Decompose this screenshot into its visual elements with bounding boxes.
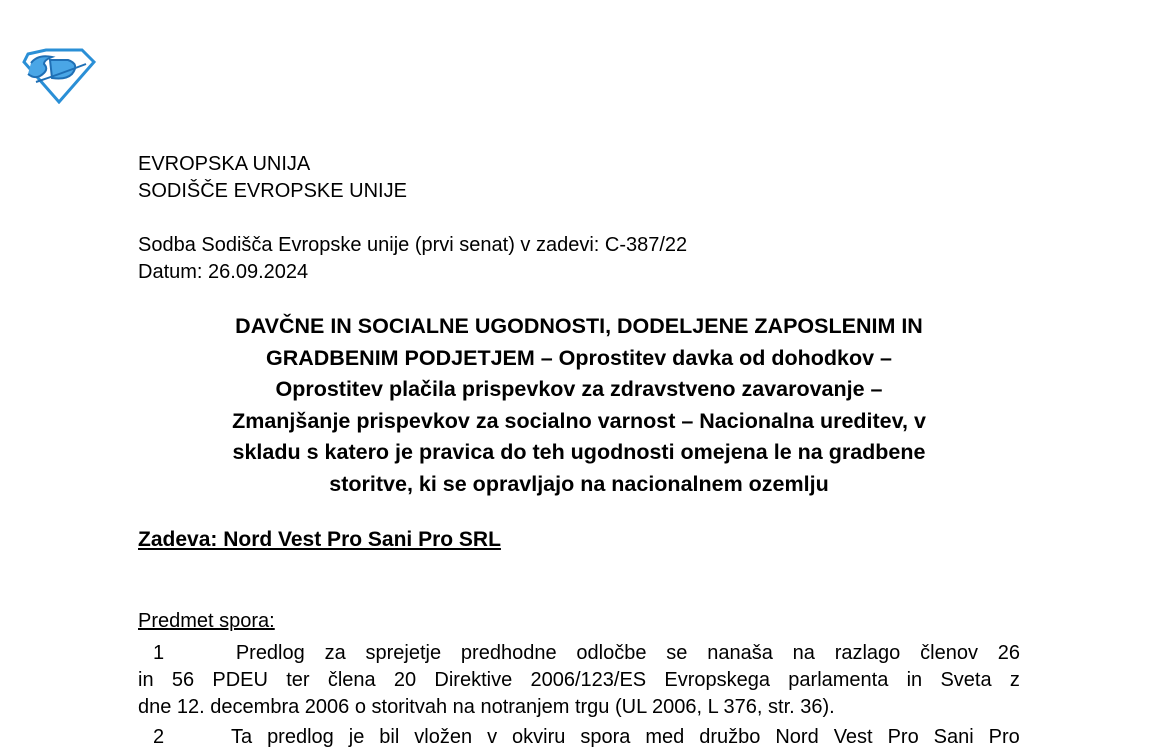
title-line: skladu s katero je pravica do teh ugodnosti omejena le na gradbene — [232, 440, 926, 464]
word: vložen — [414, 726, 473, 748]
word: z — [1009, 669, 1020, 691]
section-heading: Predmet spora: — [138, 610, 275, 632]
word: je — [348, 726, 365, 748]
title-line: Oprostitev plačila prispevkov za zdravstveno zavarovanje – — [275, 377, 883, 401]
paragraph-1 — [138, 640, 1020, 721]
word: Direktive — [434, 669, 513, 691]
institution-line-1: EVROPSKA UNIJA — [138, 153, 311, 175]
word: bil — [379, 726, 400, 748]
paragraph-line — [138, 640, 1020, 667]
word: 20 — [393, 669, 417, 691]
word: predhodne — [460, 642, 557, 664]
title-line: GRADBENIM PODJETJEM – Oprostitev davka od dohodkov – — [266, 345, 892, 370]
word: parlamenta — [788, 669, 889, 691]
word: členov — [920, 642, 978, 664]
word: 2006/123/ES — [530, 669, 647, 691]
word: v — [487, 726, 498, 748]
word: Sveta — [940, 669, 992, 691]
word: Ta — [230, 726, 253, 748]
title-line: storitve, ki se opravljajo na nacionalnem ozemlju — [329, 471, 829, 496]
title-line: DAVČNE IN SOCIALNE UGODNOSTI, DODELJENE ZAPOSLENIM IN — [235, 314, 923, 338]
word: sprejetje — [365, 642, 442, 664]
word: Nord — [775, 726, 819, 748]
paragraph-number: 1 — [153, 642, 165, 664]
word: med — [645, 726, 685, 748]
word: se — [666, 642, 688, 664]
paragraph-2 — [138, 724, 1020, 751]
word: ter — [286, 669, 310, 691]
paragraph-line: dne 12. decembra 2006 o storitvah na notranjem trgu (UL 2006, L 376, str. 36). — [138, 696, 835, 718]
word: Pro — [887, 726, 919, 748]
word: na — [792, 642, 815, 664]
paragraph-number: 2 — [153, 726, 165, 748]
word: PDEU — [212, 669, 268, 691]
word: Pro — [988, 726, 1020, 748]
word: Evropskega — [664, 669, 771, 691]
case-reference: Sodba Sodišča Evropske unije (prvi senat) v zadevi: C-387/22 — [138, 234, 688, 256]
paragraph-line — [138, 724, 1020, 751]
institution-line-2: SODIŠČE EVROPSKE UNIJE — [138, 180, 407, 202]
word: družbo — [699, 726, 761, 748]
decision-date: Datum: 26.09.2024 — [138, 261, 309, 283]
word: spora — [580, 726, 631, 748]
title-line: Zmanjšanje prispevkov za socialno varnost – Nacionalna ureditev, v — [232, 408, 926, 433]
word: okviru — [512, 726, 566, 748]
word: predlog — [267, 726, 334, 748]
word: in — [138, 669, 154, 691]
word: Predlog — [235, 642, 305, 664]
logo-letters — [28, 56, 75, 78]
document-title — [138, 311, 1020, 500]
word: razlago — [834, 642, 901, 664]
word: 26 — [997, 642, 1020, 664]
word: nanaša — [707, 642, 773, 664]
word: Vest — [833, 726, 873, 748]
paragraph-line — [138, 667, 1020, 694]
word: Sani — [933, 726, 974, 748]
word: in — [906, 669, 923, 691]
word: odločbe — [576, 642, 647, 664]
word: za — [324, 642, 346, 664]
case-subject: Zadeva: Nord Vest Pro Sani Pro SRL — [138, 528, 501, 551]
word: 56 — [171, 669, 195, 691]
word: člena — [327, 669, 376, 691]
court-logo — [22, 48, 96, 104]
